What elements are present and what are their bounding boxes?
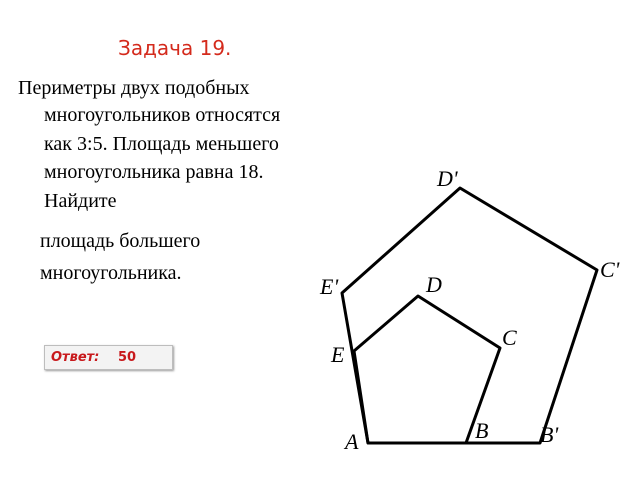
answer-value: 50: [118, 350, 137, 365]
problem-text-line: многоугольников относятся: [44, 104, 281, 126]
vertex-label-b-prime: B': [540, 422, 559, 447]
vertex-label-c: C: [502, 325, 517, 350]
vertex-label-a: A: [345, 429, 359, 454]
answer-label: Ответ:: [51, 350, 100, 365]
problem-text-line: Найдите: [44, 190, 117, 212]
problem-text-line: Периметры двух подобных: [18, 77, 250, 99]
vertex-label-e-prime: E': [320, 274, 339, 299]
vertex-label-b: B: [475, 418, 489, 443]
problem-text-line: многоугольника.: [40, 262, 182, 284]
large-pentagon: [342, 188, 597, 443]
problem-title: Задача 19.: [118, 36, 232, 60]
problem-text-line: как 3:5. Площадь меньшего: [44, 133, 279, 155]
vertex-label-e: E: [331, 342, 345, 367]
vertex-label-d: D: [426, 272, 442, 297]
problem-text-line: площадь большего: [40, 230, 201, 252]
vertex-label-c-prime: C': [600, 257, 620, 282]
vertex-label-d-prime: D': [437, 166, 458, 191]
problem-text-line: многоугольника равна 18.: [44, 161, 264, 183]
